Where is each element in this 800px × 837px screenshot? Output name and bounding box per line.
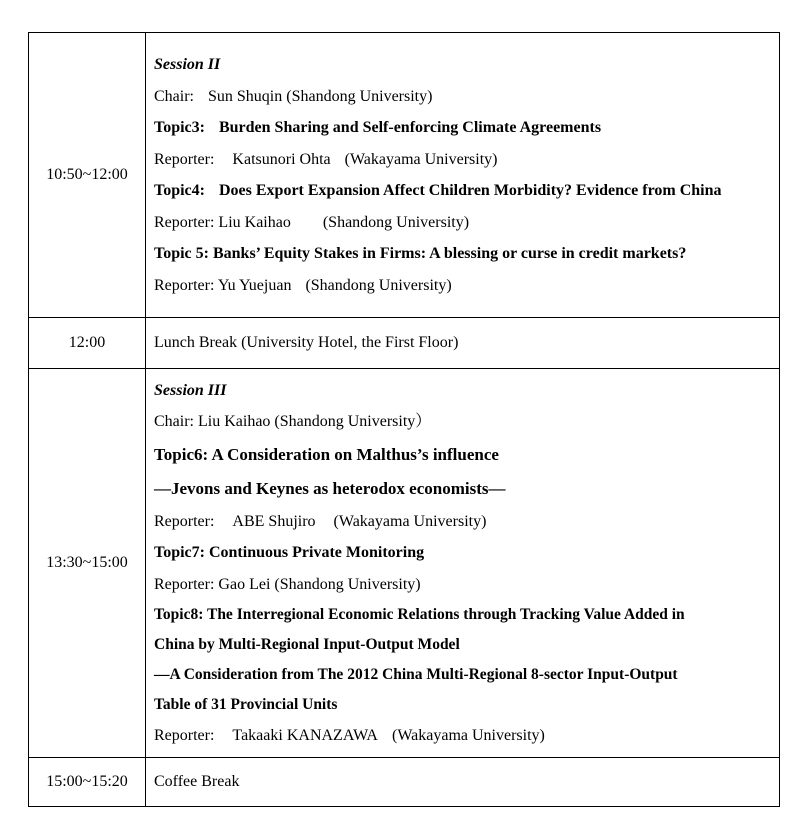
- reporter-affiliation: (Shandong University): [322, 213, 470, 231]
- reporter-label: Reporter:: [154, 276, 215, 294]
- session-cell: [146, 369, 780, 758]
- session-title: Session III: [154, 381, 227, 399]
- break-text: Coffee Break: [154, 773, 240, 791]
- topic-title: [154, 175, 771, 207]
- chair-line: [154, 81, 771, 113]
- topic-title: Topic6: A Consideration on Malthus’s influence: [154, 444, 499, 464]
- topic-text: Burden Sharing and Self-enforcing Climate Agreements: [218, 119, 602, 136]
- reporter-label: Reporter:: [154, 213, 215, 231]
- table-row: [29, 33, 780, 318]
- reporter-affiliation: (Shandong University): [305, 276, 452, 294]
- reporter-name: Liu Kaihao: [218, 213, 291, 231]
- break-cell: [146, 318, 780, 369]
- reporter-line: [154, 720, 771, 752]
- time-cell: 13:30~15:00: [29, 369, 146, 758]
- time-cell: 15:00~15:20: [29, 758, 146, 807]
- topic-subtitle: —Jevons and Keynes as heterodox economists—: [154, 478, 506, 498]
- topic-title: [154, 112, 771, 144]
- reporter-name: Yu Yuejuan: [217, 276, 292, 294]
- reporter-label: Reporter:: [154, 150, 215, 168]
- session-cell: [146, 33, 780, 318]
- reporter-line: Reporter: Gao Lei (Shandong University): [154, 575, 421, 593]
- chair-label: Chair:: [154, 87, 194, 105]
- reporter-affiliation: (Wakayama University): [344, 150, 498, 168]
- reporter-affiliation: (Wakayama University): [333, 512, 487, 530]
- reporter-label: Reporter:: [154, 512, 215, 530]
- topic-subtitle: Table of 31 Provincial Units: [154, 696, 338, 713]
- table-row: [29, 758, 780, 807]
- break-text: Lunch Break (University Hotel, the First Floor): [154, 334, 459, 352]
- schedule-table: [28, 32, 780, 807]
- reporter-line: [154, 144, 771, 176]
- reporter-name: ABE Shujiro: [232, 512, 316, 530]
- reporter-label: Reporter:: [154, 727, 215, 744]
- table-row: [29, 369, 780, 758]
- reporter-line: [154, 207, 771, 239]
- topic-label: Topic3:: [154, 119, 205, 136]
- topic-title: Topic7: Continuous Private Monitoring: [154, 544, 425, 561]
- topic-text: Does Export Expansion Affect Children Morbidity? Evidence from China: [218, 182, 722, 199]
- time-cell: 10:50~12:00: [29, 33, 146, 318]
- chair-line: Chair: Liu Kaihao (Shandong University）: [154, 413, 432, 430]
- reporter-name: Katsunori Ohta: [232, 150, 331, 168]
- reporter-line: [154, 506, 771, 538]
- topic-label: Topic4:: [154, 182, 205, 199]
- topic-title: Topic8: The Interregional Economic Relations through Tracking Value Added in: [154, 606, 685, 623]
- topic-title: Topic 5: Banks’ Equity Stakes in Firms: A blessing or curse in credit markets?: [154, 245, 687, 262]
- table-row: [29, 318, 780, 369]
- time-cell: 12:00: [29, 318, 146, 369]
- reporter-line: [154, 270, 771, 302]
- break-cell: [146, 758, 780, 807]
- topic-title: China by Multi-Regional Input-Output Model: [154, 636, 460, 653]
- session-title: Session II: [154, 56, 221, 73]
- reporter-affiliation: (Wakayama University): [391, 727, 545, 744]
- reporter-name: Takaaki KANAZAWA: [232, 727, 378, 744]
- topic-subtitle: —A Consideration from The 2012 China Multi-Regional 8-sector Input-Output: [154, 666, 678, 683]
- chair-name: Sun Shuqin (Shandong University): [208, 87, 433, 105]
